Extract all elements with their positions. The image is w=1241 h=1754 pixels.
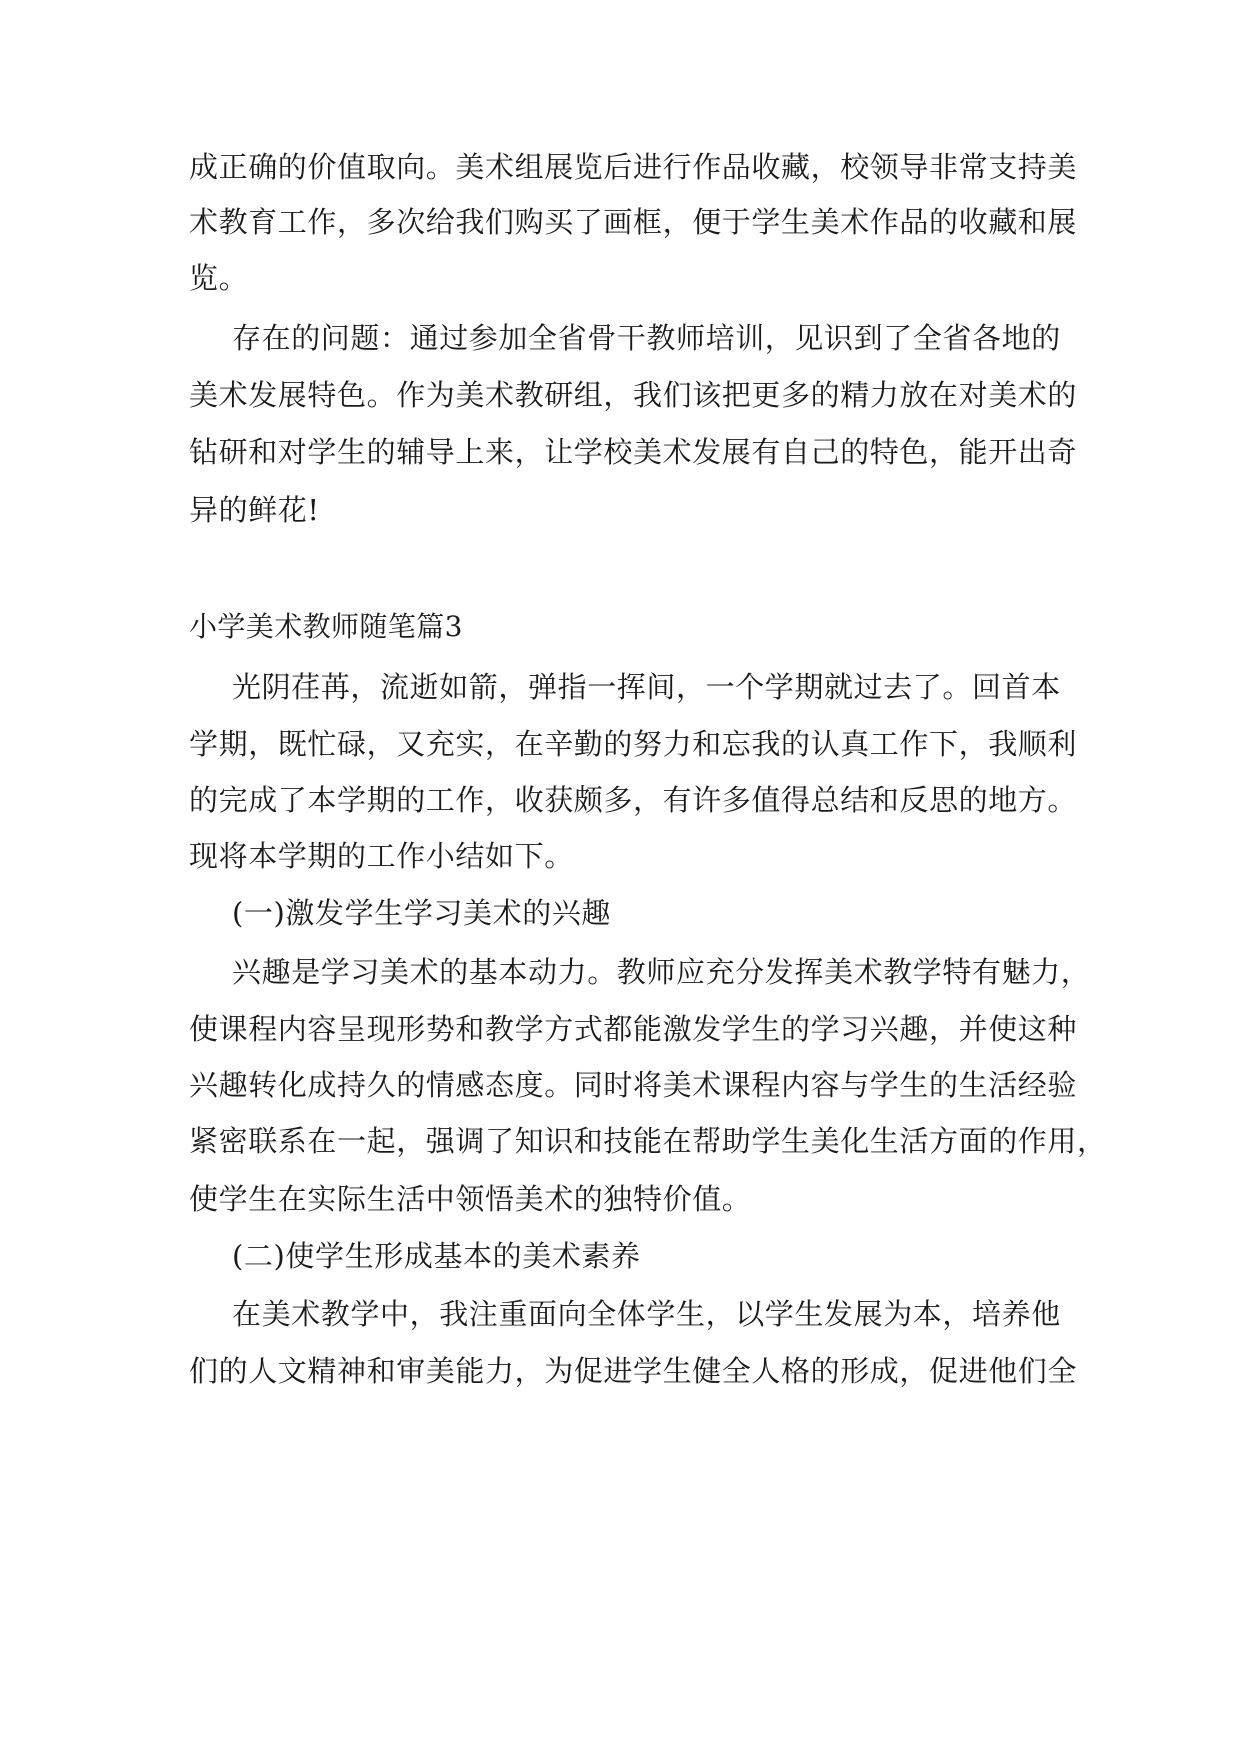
paragraph-line: 钻研和对学生的辅导上来，让学校美术发展有自己的特色，能开出奇 — [189, 435, 1078, 469]
section-heading: 小学美术教师随笔篇3 — [189, 610, 463, 643]
paragraph-line: 使课程内容呈现形势和教学方式都能激发学生的学习兴趣，并使这种 — [189, 1012, 1078, 1046]
paragraph-line: 们的人文精神和审美能力，为促进学生健全人格的形成，促进他们全 — [189, 1354, 1078, 1388]
paragraph-line: 成正确的价值取向。美术组展览后进行作品收藏，校领导非常支持美 — [189, 150, 1078, 184]
paragraph-line: 异的鲜花! — [189, 493, 320, 527]
paragraph-line: 紧密联系在一起，强调了知识和技能在帮助学生美化生活方面的作用， — [189, 1124, 1107, 1158]
paragraph-line: 现将本学期的工作小结如下。 — [189, 839, 574, 873]
subsection-heading: (一)激发学生学习美术的兴趣 — [232, 896, 612, 930]
paragraph-line: 的完成了本学期的工作，收获颇多，有许多值得总结和反思的地方。 — [189, 783, 1078, 817]
paragraph-line: 兴趣转化成持久的情感态度。同时将美术课程内容与学生的生活经验 — [189, 1068, 1078, 1102]
subsection-heading: (二)使学生形成基本的美术素养 — [232, 1239, 641, 1273]
paragraph-line: 存在的问题：通过参加全省骨干教师培训，见识到了全省各地的 — [232, 321, 1061, 355]
paragraph-line: 光阴荏苒，流逝如箭，弹指一挥间，一个学期就过去了。回首本 — [232, 670, 1061, 704]
paragraph-line: 美术发展特色。作为美术教研组，我们该把更多的精力放在对美术的 — [189, 378, 1078, 412]
paragraph-line: 学期，既忙碌，又充实，在辛勤的努力和忘我的认真工作下，我顺利 — [189, 727, 1078, 761]
paragraph-line: 览。 — [189, 261, 249, 295]
paragraph-line: 术教育工作，多次给我们购买了画框，便于学生美术作品的收藏和展 — [189, 205, 1078, 239]
paragraph-line: 在美术教学中，我注重面向全体学生，以学生发展为本，培养他 — [232, 1297, 1061, 1331]
paragraph-line: 使学生在实际生活中领悟美术的独特价值。 — [189, 1182, 752, 1216]
paragraph-line: 兴趣是学习美术的基本动力。教师应充分发挥美术教学特有魅力， — [232, 955, 1091, 989]
